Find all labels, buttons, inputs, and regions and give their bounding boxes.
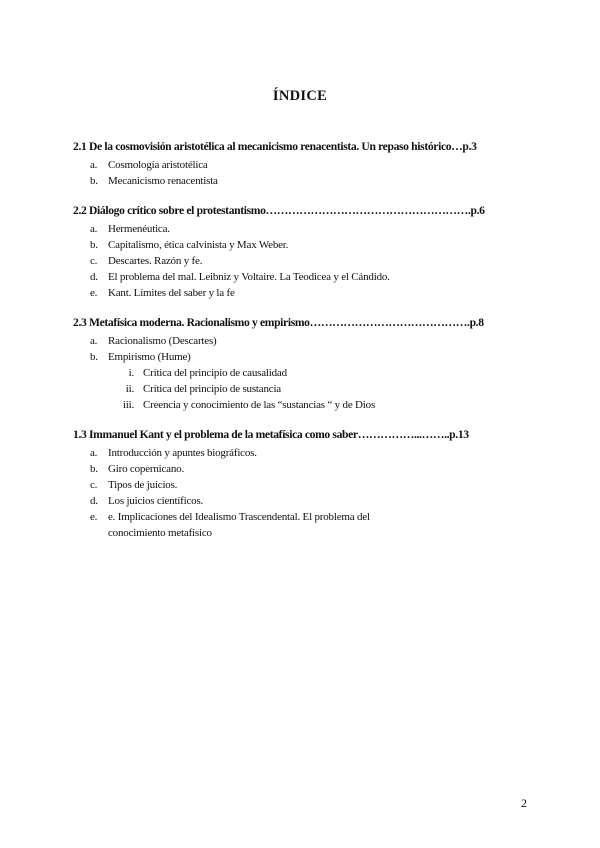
toc-item-text: e. Implicaciones del Idealismo Trascendental. El problema del conocimiento metafísico (108, 511, 370, 539)
table-of-contents (73, 139, 528, 555)
toc-item (73, 157, 528, 173)
toc-item-marker: b. (90, 239, 98, 251)
toc-subitem (73, 365, 528, 381)
toc-subitem-marker: i. (128, 367, 134, 379)
toc-item-text: Descartes. Razón y fe. (108, 255, 203, 267)
toc-item-marker: e. (90, 287, 98, 299)
toc-item (73, 493, 528, 509)
toc-item-marker: d. (90, 271, 98, 283)
toc-item-marker: a. (90, 447, 98, 459)
toc-heading: 2.1 De la cosmovisión aristotélica al mecanicismo renacentista. Un repaso histórico…p.3 (73, 140, 477, 153)
toc-item-marker: b. (90, 175, 98, 187)
toc-item (73, 477, 528, 493)
toc-subitem-text: Crítica del principio de causalidad (143, 367, 287, 379)
toc-item-marker: a. (90, 335, 98, 347)
toc-item-text: Mecanicismo renacentista (108, 175, 218, 187)
toc-item-text: Racionalismo (Descartes) (108, 335, 217, 347)
toc-item (73, 173, 528, 189)
toc-subitem (73, 381, 528, 397)
toc-item-marker: b. (90, 351, 98, 363)
toc-item-text: Los juicios científicos. (108, 495, 204, 507)
toc-item-marker: b. (90, 463, 98, 475)
page-number: 2 (521, 796, 527, 810)
toc-item-text: Hermenéutica. (108, 223, 170, 235)
toc-heading: 2.3 Metafísica moderna. Racionalismo y empirismo…………………………………….p.8 (73, 316, 484, 329)
toc-item-marker: c. (90, 255, 98, 267)
toc-heading: 2.2 Diálogo crítico sobre el protestantismo……………………………………………….p.6 (73, 204, 485, 217)
toc-item (73, 333, 528, 349)
toc-item-marker: a. (90, 223, 98, 235)
toc-item-text: Empirismo (Hume) (108, 351, 191, 363)
toc-subitem-text: Crítica del principio de sustancia (143, 383, 281, 395)
toc-item (73, 509, 528, 541)
toc-item (73, 253, 528, 269)
toc-item-text: Introducción y apuntes biográficos. (108, 447, 257, 459)
toc-item (73, 269, 528, 285)
toc-item (73, 349, 528, 365)
toc-subitem-text: Creencia y conocimiento de las “sustancias “ y de Dios (143, 399, 376, 411)
toc-item (73, 461, 528, 477)
page-title: ÍNDICE (272, 88, 328, 104)
toc-subitem-marker: ii. (125, 383, 134, 395)
toc-subitem (73, 397, 528, 413)
toc-item (73, 221, 528, 237)
toc-item (73, 237, 528, 253)
toc-item-text: El problema del mal. Leibniz y Voltaire. La Teodicea y el Cándido. (108, 271, 390, 283)
toc-item-marker: d. (90, 495, 98, 507)
toc-item-marker: e. (90, 511, 98, 523)
toc-heading: 1.3 Immanuel Kant y el problema de la metafísica como saber……………...……..p.13 (73, 428, 469, 441)
toc-section-2-3 (73, 315, 528, 413)
toc-subitem-marker: iii. (122, 399, 134, 411)
toc-item-marker: c. (90, 479, 98, 491)
toc-section-2-1 (73, 139, 528, 189)
toc-item-text: Giro copernicano. (108, 463, 185, 475)
toc-item (73, 285, 528, 301)
toc-item-text: Cosmología aristotélica (108, 159, 208, 171)
toc-item-marker: a. (90, 159, 98, 171)
toc-item (73, 445, 528, 461)
toc-item-text: Kant. Límites del saber y la fe (108, 287, 235, 299)
toc-item-text: Tipos de juicios. (108, 479, 178, 491)
toc-section-2-2 (73, 203, 528, 301)
toc-section-1-3 (73, 427, 528, 541)
toc-item-text: Capitalismo, ética calvinista y Max Weber. (108, 239, 289, 251)
